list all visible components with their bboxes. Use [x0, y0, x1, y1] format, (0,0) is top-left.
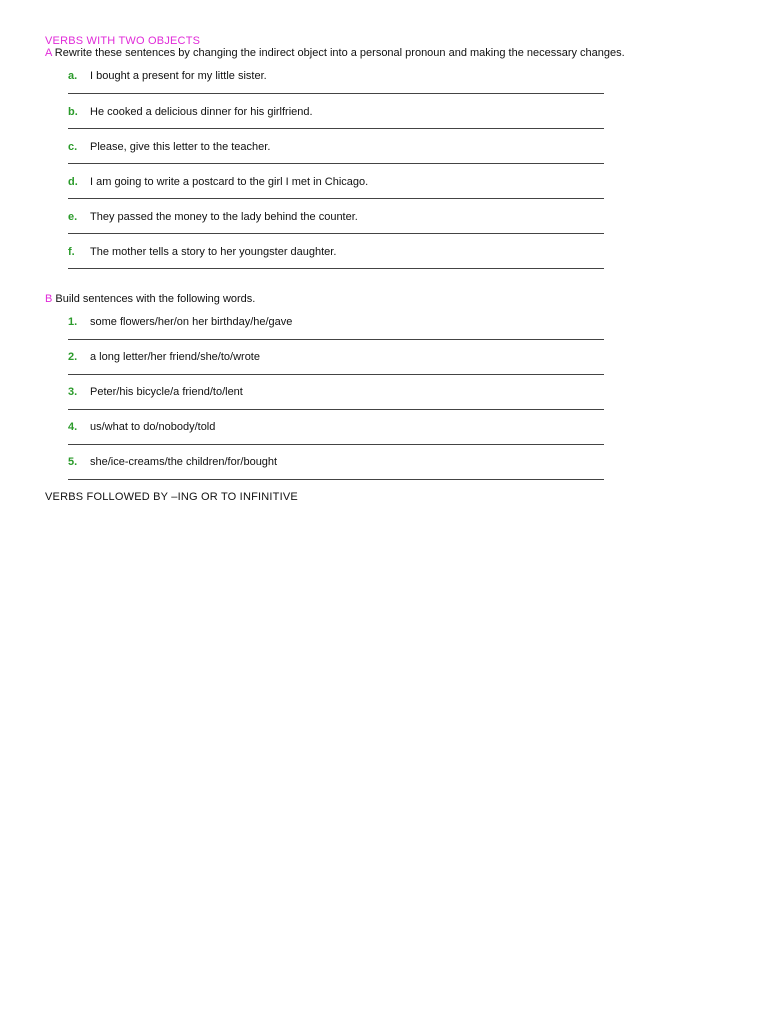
answer-line[interactable] — [68, 198, 604, 199]
section-b-item-4 — [68, 421, 215, 433]
answer-line[interactable] — [68, 339, 604, 340]
section-b-instruction — [45, 293, 255, 305]
answer-line[interactable] — [68, 479, 604, 480]
section-a-instruction — [45, 47, 625, 59]
item-marker: e. — [68, 211, 78, 223]
next-section-heading: VERBS FOLLOWED BY –ING OR TO INFINITIVE — [45, 491, 298, 503]
section-a-letter: A — [45, 47, 52, 59]
section-b-instruction-text: Build sentences with the following words. — [52, 293, 256, 305]
item-marker: 1. — [68, 316, 78, 328]
item-marker: a. — [68, 70, 78, 82]
item-marker: 5. — [68, 456, 78, 468]
item-text: Peter/his bicycle/a friend/to/lent — [90, 386, 243, 398]
section-a-instruction-text: Rewrite these sentences by changing the indirect object into a personal pronoun and making the necessary changes. — [51, 47, 625, 59]
answer-line[interactable] — [68, 233, 604, 234]
item-text: I bought a present for my little sister. — [90, 70, 267, 82]
item-text: They passed the money to the lady behind the counter. — [90, 211, 358, 223]
answer-line[interactable] — [68, 374, 604, 375]
item-text: a long letter/her friend/she/to/wrote — [90, 351, 260, 363]
item-marker: f. — [68, 246, 75, 258]
section-a-item-d — [68, 176, 368, 188]
item-text: He cooked a delicious dinner for his girlfriend. — [90, 106, 313, 118]
item-marker: 4. — [68, 421, 78, 433]
item-text: The mother tells a story to her youngster daughter. — [90, 246, 337, 258]
section-a-item-e — [68, 211, 358, 223]
item-marker: c. — [68, 141, 78, 153]
answer-line[interactable] — [68, 409, 604, 410]
section-b-item-1 — [68, 316, 292, 328]
item-marker: 3. — [68, 386, 78, 398]
item-text: us/what to do/nobody/told — [90, 421, 216, 433]
answer-line[interactable] — [68, 268, 604, 269]
section-b-item-5 — [68, 456, 277, 468]
section-a-item-c — [68, 141, 270, 153]
item-text: Please, give this letter to the teacher. — [90, 141, 271, 153]
answer-line[interactable] — [68, 128, 604, 129]
item-marker: d. — [68, 176, 78, 188]
item-marker: 2. — [68, 351, 78, 363]
section-a-item-a — [68, 70, 267, 82]
section-a-item-f — [68, 246, 336, 258]
section-a-item-b — [68, 106, 313, 118]
answer-line[interactable] — [68, 163, 604, 164]
section-b-item-2 — [68, 351, 260, 363]
answer-line[interactable] — [68, 444, 604, 445]
item-text: I am going to write a postcard to the girl I met in Chicago. — [90, 176, 369, 188]
worksheet-title: VERBS WITH TWO OBJECTS — [45, 35, 201, 47]
section-b-item-3 — [68, 386, 243, 398]
item-marker: b. — [68, 106, 78, 118]
section-b-letter: B — [45, 293, 53, 305]
item-text: she/ice-creams/the children/for/bought — [90, 456, 278, 468]
answer-line[interactable] — [68, 93, 604, 94]
item-text: some flowers/her/on her birthday/he/gave — [90, 316, 293, 328]
